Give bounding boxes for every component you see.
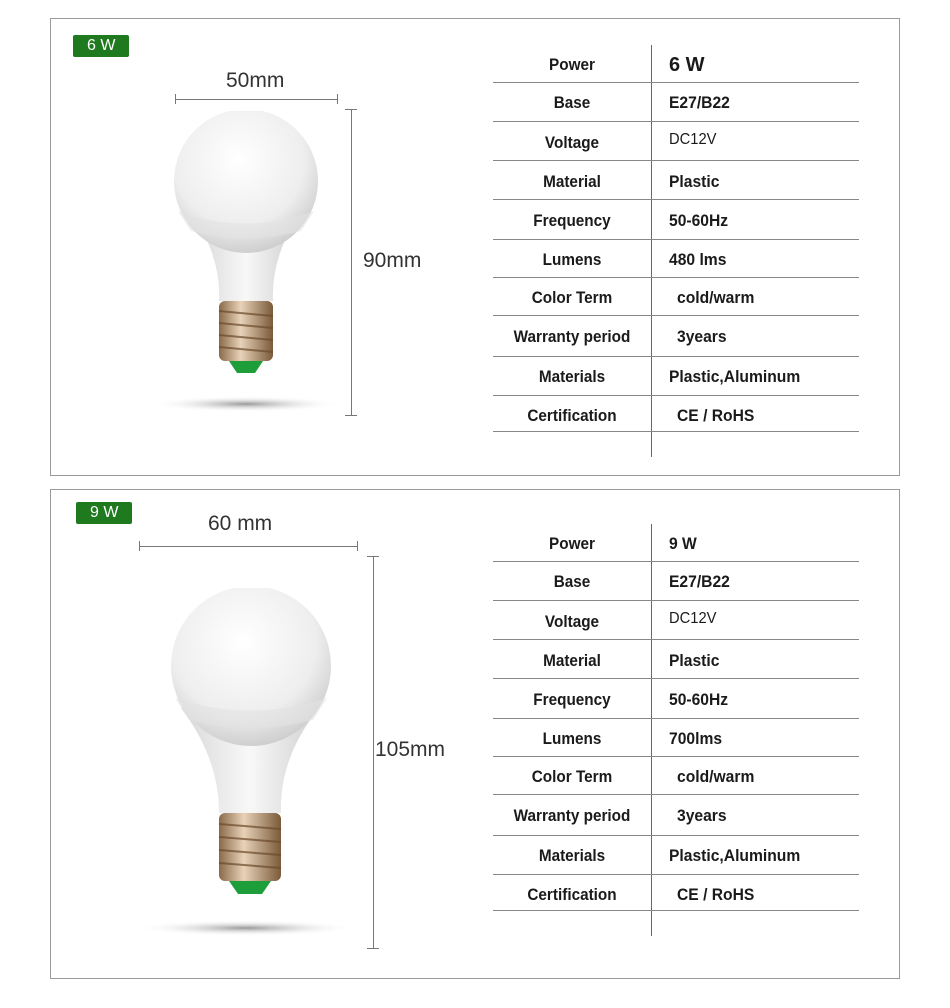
spec-value: cold/warm	[677, 288, 755, 307]
spec-row-voltage	[493, 122, 859, 161]
spec-table	[493, 524, 859, 936]
width-tick-right	[357, 541, 358, 551]
width-tick-left	[139, 541, 140, 551]
spec-row-color-term	[493, 278, 859, 316]
spec-label: Lumens	[542, 729, 602, 748]
spec-table	[493, 45, 859, 457]
spec-row-certification	[493, 875, 859, 911]
spec-value: 3years	[677, 806, 727, 825]
width-dimension-line	[139, 546, 357, 547]
spec-value: Plastic,Aluminum	[669, 367, 801, 386]
spec-value: 9 W	[669, 534, 697, 553]
spec-row-power	[493, 524, 859, 562]
spec-row-lumens	[493, 240, 859, 278]
height-dimension-label: 90mm	[363, 249, 422, 272]
spec-label: Voltage	[544, 133, 600, 152]
height-tick-top	[345, 109, 357, 110]
spec-row-base	[493, 562, 859, 601]
led-bulb-image	[151, 111, 341, 421]
width-dimension-line	[175, 99, 337, 100]
spec-row-material	[493, 640, 859, 679]
spec-value: DC12V	[669, 610, 717, 627]
spec-label: Certification	[527, 885, 617, 904]
spec-row-base	[493, 83, 859, 122]
spec-row-color-term	[493, 757, 859, 795]
height-tick-bottom	[345, 415, 357, 416]
product-panel-9w	[50, 489, 900, 979]
spec-value: 3years	[677, 327, 727, 346]
height-dimension-label: 105mm	[375, 738, 446, 761]
spec-row-power	[493, 45, 859, 83]
width-dimension-label: 60 mm	[208, 512, 273, 535]
spec-row-material	[493, 161, 859, 200]
spec-label: Voltage	[544, 612, 600, 631]
spec-row-materials	[493, 836, 859, 875]
spec-value: Plastic	[669, 172, 720, 191]
spec-row-certification	[493, 396, 859, 432]
spec-label: Color Term	[531, 288, 613, 307]
spec-row-warranty	[493, 795, 859, 836]
spec-label: Material	[543, 651, 601, 670]
height-tick-top	[367, 556, 379, 557]
spec-label: Frequency	[533, 690, 611, 709]
spec-label: Frequency	[533, 211, 611, 230]
spec-value: cold/warm	[677, 767, 755, 786]
spec-value: 50-60Hz	[669, 211, 729, 230]
spec-label: Power	[549, 534, 595, 553]
spec-row-lumens	[493, 719, 859, 757]
spec-value: E27/B22	[669, 93, 730, 112]
spec-row-materials	[493, 357, 859, 396]
led-bulb-image	[131, 588, 361, 940]
spec-value: E27/B22	[669, 572, 730, 591]
spec-value: CE / RoHS	[677, 406, 755, 425]
spec-label: Materials	[538, 846, 606, 865]
spec-label: Base	[553, 93, 591, 112]
spec-value: 480 lms	[669, 250, 727, 269]
spec-label: Warranty period	[513, 327, 631, 346]
spec-label: Base	[553, 572, 591, 591]
spec-value: 700lms	[669, 729, 723, 748]
spec-row-frequency	[493, 679, 859, 719]
spec-label: Power	[549, 55, 595, 74]
spec-label: Color Term	[531, 767, 613, 786]
product-panel-6w	[50, 18, 900, 476]
height-tick-bottom	[367, 948, 379, 949]
spec-label: Material	[543, 172, 601, 191]
width-dimension-label: 50mm	[226, 69, 285, 92]
spec-value: DC12V	[669, 131, 717, 148]
spec-value: 50-60Hz	[669, 690, 729, 709]
spec-value: Plastic,Aluminum	[669, 846, 801, 865]
wattage-badge: 6 W	[73, 35, 129, 57]
spec-row-frequency	[493, 200, 859, 240]
height-dimension-line	[351, 109, 352, 415]
spec-row-warranty	[493, 316, 859, 357]
height-dimension-line	[373, 556, 374, 948]
spec-label: Warranty period	[513, 806, 631, 825]
spec-value: CE / RoHS	[677, 885, 755, 904]
width-tick-left	[175, 94, 176, 104]
spec-value: Plastic	[669, 651, 720, 670]
spec-row-voltage	[493, 601, 859, 640]
spec-label: Lumens	[542, 250, 602, 269]
spec-label: Certification	[527, 406, 617, 425]
wattage-badge: 9 W	[76, 502, 132, 524]
spec-value: 6 W	[669, 54, 705, 76]
spec-label: Materials	[538, 367, 606, 386]
width-tick-right	[337, 94, 338, 104]
